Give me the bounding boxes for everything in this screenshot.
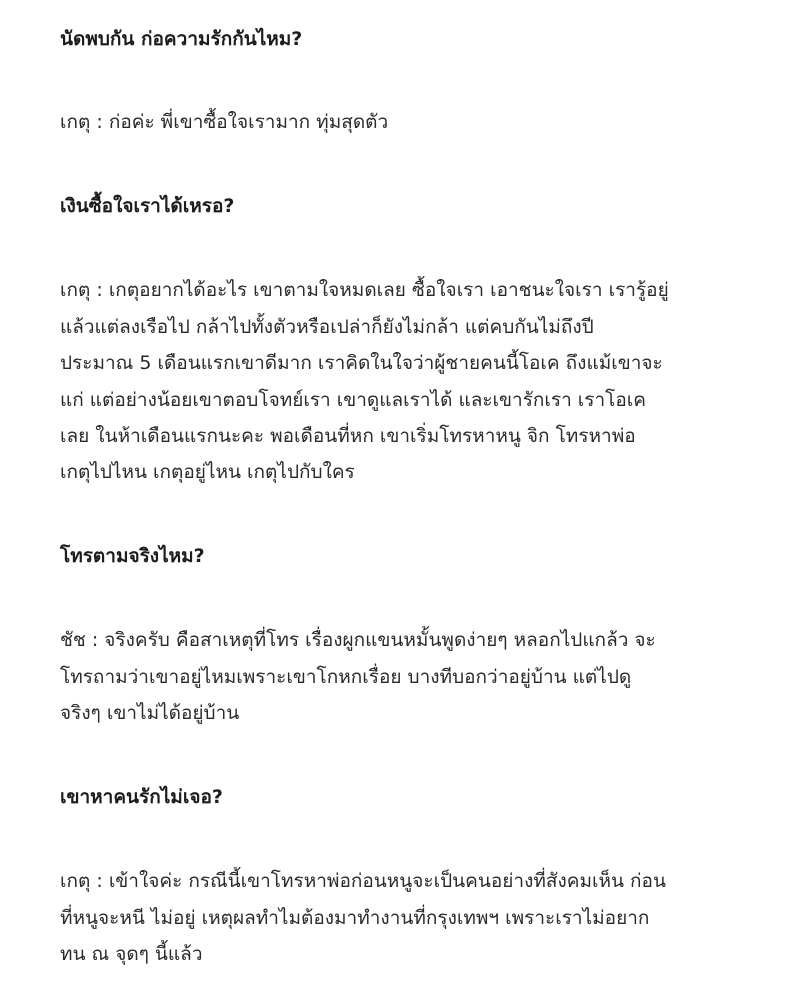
answer-line: เกตุ : เข้าใจค่ะ กรณีนี้เขาโทรหาพ่อก่อนหนูจะเป็นคนอย่างที่สังคมเห็น ก่อน — [60, 870, 666, 892]
question-heading: โทรตามจริงไหม? — [60, 545, 205, 567]
answer-line: เกตุไปไหน เกตุอยู่ไหน เกตุไปกับใคร — [60, 461, 355, 483]
answer-line: จริงๆ เขาไม่ได้อยู่บ้าน — [60, 702, 240, 724]
answer-line: ประมาณ 5 เดือนแรกเขาดีมาก เราคิดในใจว่าผู้ชายคนนี้โอเค ถึงแม้เขาจะ — [60, 352, 663, 374]
answer-line: แล้วแต่ลงเรือไป กล้าไปทั้งตัวหรือเปล่าก็ยังไม่กล้า แต่คบกันไม่ถึงปี — [60, 316, 594, 338]
answer-line: ชัช : จริงครับ คือสาเหตุที่โทร เรื่องผูกแขนหมั้นพูดง่ายๆ หลอกไปแกล้ว จะ — [60, 629, 656, 651]
answer-line: ทน ณ จุดๆ นี้แล้ว — [60, 943, 203, 965]
answer-line: ที่หนูจะหนี ไม่อยู่ เหตุผลทำไมต้องมาทำงานที่กรุงเทพฯ เพราะเราไม่อยาก — [60, 907, 650, 929]
answer-line: เกตุ : ก่อค่ะ พี่เขาซื้อใจเรามาก ทุ่มสุดตัว — [60, 111, 389, 133]
question-heading: เงินซื้อใจเราได้เหรอ? — [60, 195, 235, 217]
answer-line: แก่ แต่อย่างน้อยเขาตอบโจทย์เรา เขาดูแลเราได้ และเขารักเรา เราโอเค — [60, 389, 646, 411]
answer-line: เกตุ : เกตุอยากได้อะไร เขาตามใจหมดเลย ซื้อใจเรา เอาชนะใจเรา เรารู้อยู่ — [60, 279, 669, 301]
answer-line: เลย ในห้าเดือนแรกนะคะ พอเดือนที่หก เขาเริ่มโทรหาหนู จิก โทรหาพ่อ — [60, 425, 636, 447]
answer-line: โทรถามว่าเขาอยู่ไหมเพราะเขาโกหกเรื่อย บางทีบอกว่าอยู่บ้าน แต่ไปดู — [60, 666, 632, 688]
question-heading: นัดพบกัน ก่อความรักกันไหม? — [60, 28, 303, 50]
question-heading: เขาหาคนรักไม่เจอ? — [60, 786, 223, 808]
